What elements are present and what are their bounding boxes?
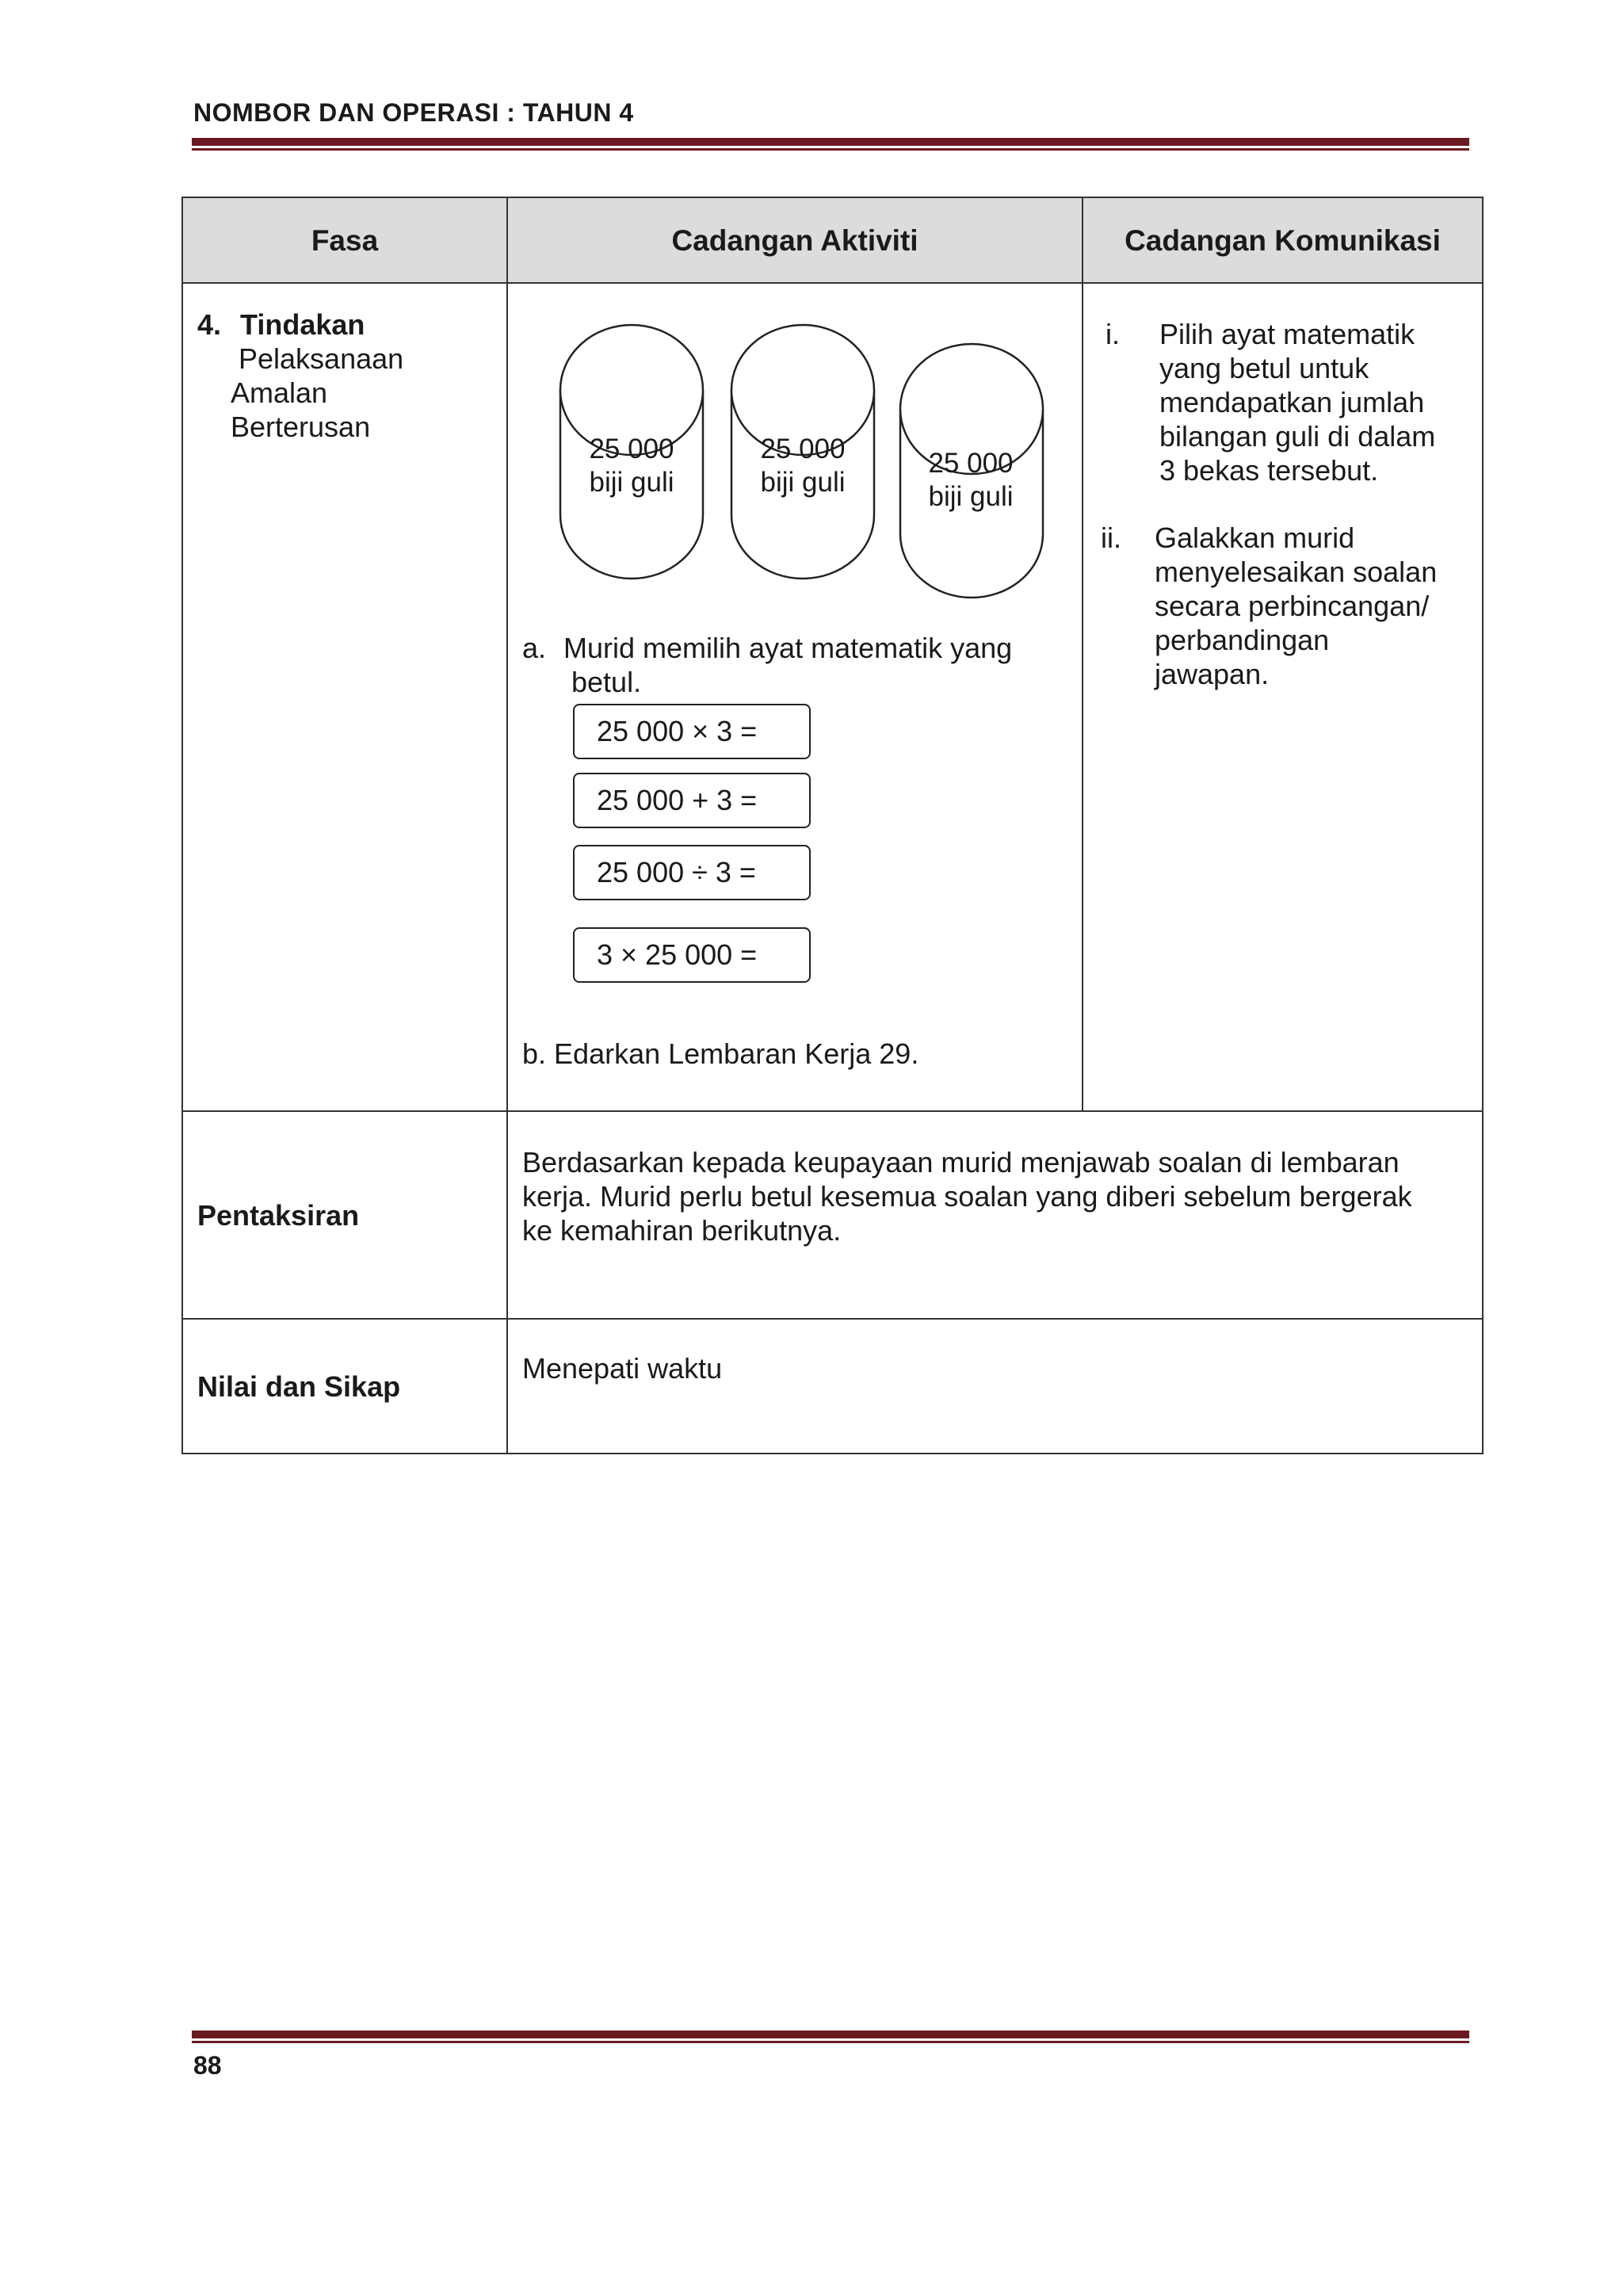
communication-line: secara perbincangan/ bbox=[1155, 590, 1430, 622]
communication-line: Pilih ayat matematik bbox=[1159, 318, 1415, 350]
container-amount: 25 000 bbox=[589, 434, 674, 464]
communication-line: mendapatkan jumlah bbox=[1159, 386, 1425, 418]
page-header-title: NOMBOR DAN OPERASI : TAHUN 4 bbox=[193, 98, 634, 127]
phase-line: Pelaksanaan bbox=[239, 342, 404, 375]
assessment-text bbox=[507, 1111, 1483, 1319]
communication-cell bbox=[1083, 283, 1483, 1111]
phase-row bbox=[182, 283, 1483, 1111]
communication-line: perbandingan bbox=[1155, 624, 1330, 656]
math-sentence-option[interactable]: 3 × 25 000 = bbox=[573, 927, 811, 983]
footer-rule bbox=[192, 2030, 1469, 2043]
communication-line: jawapan. bbox=[1155, 658, 1270, 690]
assessment-line: Berdasarkan kepada keupayaan murid menjawab soalan di lembaran bbox=[522, 1146, 1400, 1179]
header-fasa: Fasa bbox=[182, 197, 507, 283]
activity-b-marker: b. bbox=[522, 1037, 547, 1070]
header-communication: Cadangan Komunikasi bbox=[1083, 197, 1483, 283]
communication-marker: ii. bbox=[1101, 521, 1121, 554]
math-sentence-option[interactable]: 25 000 ÷ 3 = bbox=[573, 845, 811, 900]
phase-cell bbox=[182, 283, 507, 1111]
values-label: Nilai dan Sikap bbox=[182, 1319, 507, 1454]
assessment-line: kerja. Murid perlu betul kesemua soalan yang diberi sebelum bergerak bbox=[522, 1180, 1412, 1213]
activity-a-text: Murid memilih ayat matematik yang bbox=[563, 632, 1013, 664]
phase-number: 4. bbox=[197, 308, 222, 341]
lesson-plan-table bbox=[181, 197, 1484, 1454]
activity-a-text-cont: betul. bbox=[571, 666, 642, 698]
phase-title: Tindakan bbox=[240, 308, 365, 341]
communication-item bbox=[1098, 317, 1466, 487]
container-amount: 25 000 bbox=[928, 448, 1014, 479]
container-unit: biji guli bbox=[589, 467, 674, 498]
communication-line: menyelesaikan soalan bbox=[1155, 556, 1438, 588]
header-rule bbox=[192, 138, 1469, 151]
communication-line: bilangan guli di dalam bbox=[1159, 420, 1436, 453]
assessment-label: Pentaksiran bbox=[182, 1111, 507, 1319]
container-label bbox=[899, 447, 1042, 514]
activity-a bbox=[522, 631, 1069, 699]
activity-b bbox=[522, 1037, 918, 1071]
container-amount: 25 000 bbox=[760, 434, 846, 464]
communication-marker: i. bbox=[1106, 318, 1120, 350]
communication-line: Galakkan murid bbox=[1155, 521, 1355, 554]
container-label bbox=[731, 433, 874, 499]
communication-item bbox=[1098, 521, 1466, 691]
values-text: Menepati waktu bbox=[507, 1319, 1483, 1454]
phase-line: Berterusan bbox=[231, 411, 371, 443]
math-sentence-option[interactable]: 25 000 × 3 = bbox=[573, 704, 811, 759]
math-sentence-option[interactable]: 25 000 + 3 = bbox=[573, 773, 811, 828]
activity-a-marker: a. bbox=[522, 632, 547, 664]
header-activity: Cadangan Aktiviti bbox=[507, 197, 1083, 283]
assessment-line: ke kemahiran berikutnya. bbox=[522, 1214, 842, 1247]
activity-cell bbox=[507, 283, 1083, 1111]
communication-line: yang betul untuk bbox=[1159, 352, 1369, 384]
phase-line: Amalan bbox=[231, 376, 328, 409]
container-unit: biji guli bbox=[760, 467, 846, 498]
assessment-row bbox=[182, 1111, 1483, 1319]
values-row bbox=[182, 1319, 1483, 1454]
container-label bbox=[560, 433, 703, 499]
communication-line: 3 bekas tersebut. bbox=[1159, 454, 1379, 487]
activity-b-text: Edarkan Lembaran Kerja 29. bbox=[554, 1037, 919, 1070]
page-number: 88 bbox=[193, 2051, 222, 2080]
container-unit: biji guli bbox=[928, 481, 1014, 512]
table-header-row bbox=[182, 197, 1483, 283]
phase-heading bbox=[197, 308, 492, 342]
